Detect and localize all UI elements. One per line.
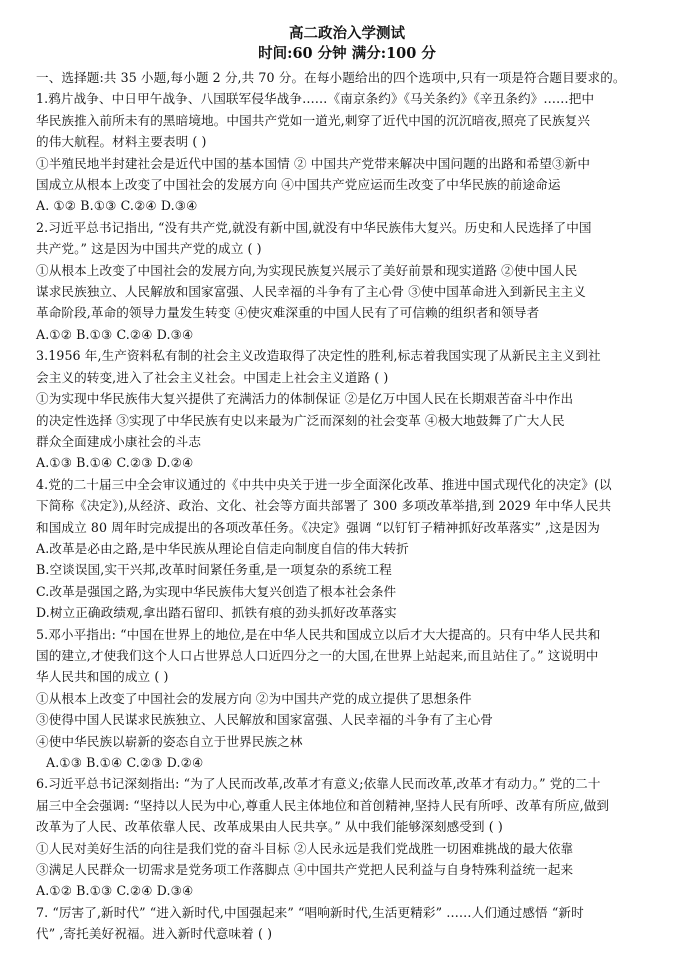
text-line: 群众全面建成小康社会的斗志 [36,433,202,449]
question-stem-line: 5.邓小平指出: “中国在世界上的地位,是在中华人民共和国成立以后才大大提高的。只有中华人民共和 [36,626,601,642]
text-line: 共产党。” 这是因为中国共产党的成立 ( ) [36,241,262,257]
text-line: 革命阶段,革命的领导力量发生转变 ④使灾难深重的中国人民有了可信赖的组织者和领导者 [36,305,540,321]
text-line: A. ①② B.①③ C.②④ D.③④ [36,198,198,214]
text-line: 谋求民族独立、人民解放和国家富强、人民幸福的斗争有了主心骨 ③使中国革命进入到新民主主义 [36,284,586,300]
text-line: A.①③ B.①④ C.②③ D.②④ [46,755,204,770]
text-line: A.改革是必由之路,是中华民族从理论自信走向制度自信的伟大转折 [36,540,409,556]
text-line: 的伟大航程。材料主要表明 ( ) [36,134,207,150]
question-stem-line: 2.习近平总书记指出, “没有共产党,就没有新中国,就没有中华民族伟大复兴。历史和人民选择了中国 [36,219,592,235]
question-stem-line: 1.鸦片战争、中日甲午战争、八国联军侵华战争……《南京条约》《马关条约》《辛丑条约》……把中 [36,91,595,107]
question-stem-line: 4.党的二十届三中全会审议通过的《中共中央关于进一步全面深化改革、推进中国式现代化的决定》(以 [36,476,612,492]
text-line: D.树立正确政绩观,拿出踏石留印、抓铁有痕的劲头抓好改革落实 [36,605,397,621]
exam-body [36,67,658,945]
text-line: B.空谈误国,实干兴邦,改革时间紧任务重,是一项复杂的系统工程 [36,562,392,578]
text-line: ①从根本上改变了中国社会的发展方向,为实现民族复兴展示了美好前景和现实道路 ②使中国人民 [36,262,578,278]
text-line: C.改革是强国之路,为实现中华民族伟大复兴创造了根本社会条件 [36,583,397,599]
text-line: 华民族推入前所未有的黑暗境地。中国共产党如一道光,刺穿了近代中国的沉沉暗夜,照亮了民族复兴 [36,112,591,128]
question-stem-line: 7. “厉害了,新时代” “进入新时代,中国强起来” “唱响新时代,生活更精彩” ……人们通过感悟 “新时 [36,904,584,920]
text-line: 改革为了人民、改革依靠人民、改革成果由人民共享。” 从中我们能够深刻感受到 ( ) [36,819,503,835]
text-line: ③使得中国人民谋求民族独立、人民解放和国家富强、人民幸福的斗争有了主心骨 [36,712,493,728]
text-line: 国成立从根本上改变了中国社会的发展方向 ④中国共产党应运而生改变了中华民族的前途命运 [36,177,561,193]
text-line: ①半殖民地半封建社会是近代中国的基本国情 ② 中国共产党带来解决中国问题的出路和希望③新中 [36,155,591,171]
question-stem-line: 6.习近平总书记深刻指出: “为了人民而改革,改革才有意义;依靠人民而改革,改革才有动力。” 党的二十 [36,776,601,792]
text-line: A.①② B.①③ C.②④ D.③④ [36,883,194,899]
text-line: A.①② B.①③ C.②④ D.③④ [36,326,194,342]
text-line: 届三中全会强调: “坚持以人民为中心,尊重人民主体地位和首创精神,坚持人民有所呼、改革有所应,做到 [36,797,610,813]
question-stem-line: 3.1956 年,生产资料私有制的社会主义改造取得了决定性的胜利,标志着我国实现了从新民主主义到社 [36,348,601,364]
text-line: 的决定性选择 ③实现了中华民族有史以来最为广泛而深刻的社会变革 ④极大地鼓舞了广大人民 [36,412,565,428]
text-line: ①人民对美好生活的向往是我们党的奋斗目标 ②人民永远是我们党战胜一切困难挑战的最大依靠 [36,840,574,856]
text-line: 会主义的转变,进入了社会主义社会。中国走上社会主义道路 ( ) [36,369,389,385]
text-line: A.①③ B.①④ C.②③ D.②④ [36,455,194,471]
exam-title: 高二政治入学测试 [289,25,405,42]
text-line: ③满足人民群众一切需求是党务项工作落脚点 ④中国共产党把人民利益与自身特殊利益统一起来 [36,862,574,878]
text-line: 国的建立,才使我们这个人口占世界总人口近四分之一的大国,在世界上站起来,而且站住了。” 这说明中 [36,647,599,663]
text-line: ①为实现中华民族伟大复兴提供了充满活力的体制保证 ②是亿万中国人民在长期艰苦奋斗中作出 [36,391,574,407]
text-line: 代” ,寄托美好祝福。进入新时代意味着 ( ) [36,926,273,942]
section-heading: 一、选择题:共 35 小题,每小题 2 分,共 70 分。在每小题给出的四个选项中,只有一项是符合题目要求的。 [36,70,626,85]
text-line: 下简称《决定》),从经济、政治、文化、社会等方面共部署了 300 多项改革举措,到 2029 年中华人民共 [36,498,612,514]
text-line: ①从根本上改变了中国社会的发展方向 ②为中国共产党的成立提供了思想条件 [36,690,472,706]
text-line: 华人民共和国的成立 ( ) [36,669,169,685]
exam-subtitle: 时间:60 分钟 满分:100 分 [258,45,436,62]
text-line: ④使中华民族以崭新的姿态自立于世界民族之林 [36,733,303,749]
text-line: 和国成立 80 周年时完成提出的各项改革任务。《决定》强调 “以钉钉子精神抓好改革落实” ,这是因为 [36,519,600,535]
